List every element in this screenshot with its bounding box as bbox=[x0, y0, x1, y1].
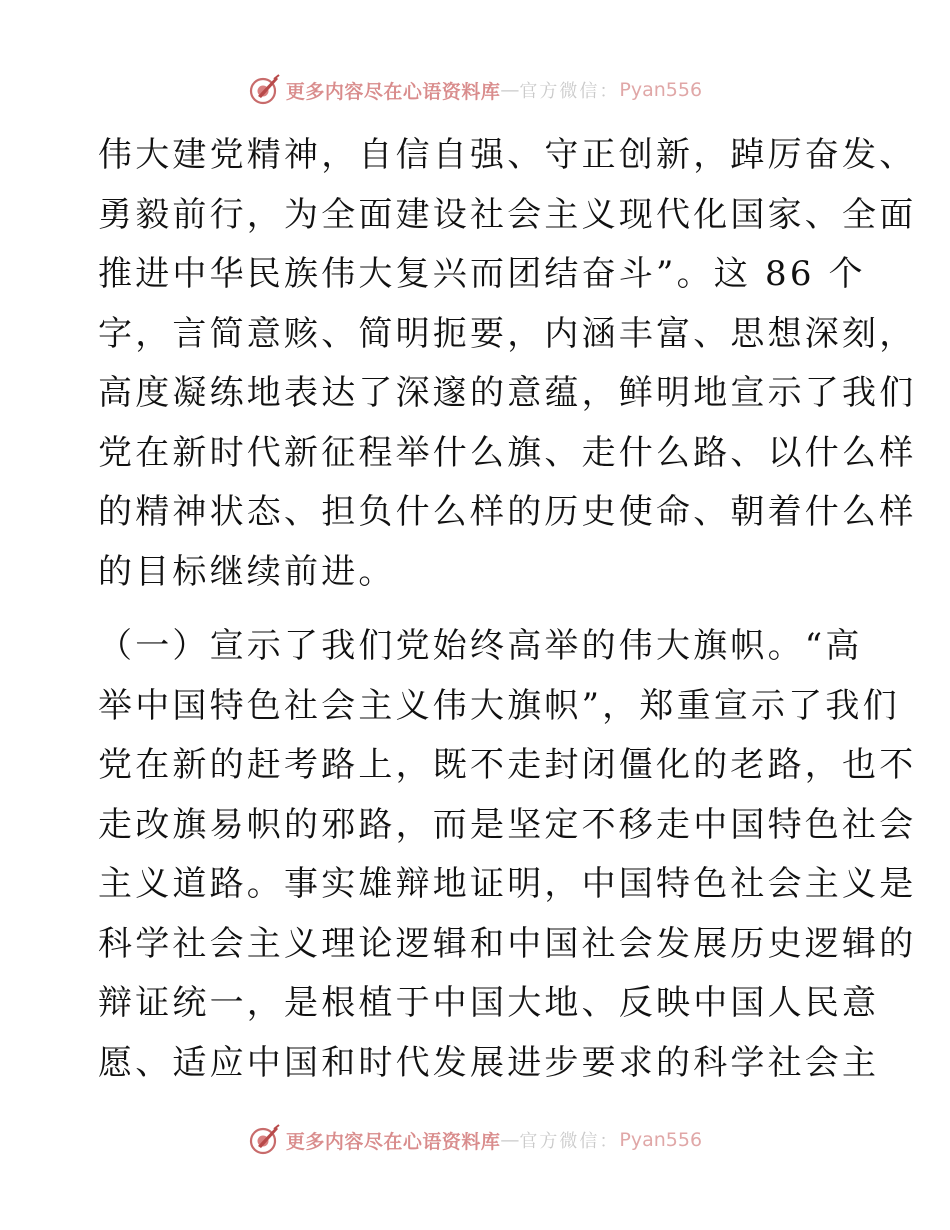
text-line: 党在新时代新征程举什么旗、走什么路、以什么样 bbox=[98, 432, 917, 473]
text-line: 的精神状态、担负什么样的历史使命、朝着什么样 bbox=[98, 492, 917, 532]
text-line: 伟大建党精神，自信自强、守正创新，踔厉奋发、 bbox=[98, 135, 917, 175]
watermark-dash: — bbox=[500, 1129, 520, 1151]
paragraph-2 bbox=[98, 617, 917, 1093]
text-line: 走改旗易帜的邪路，而是坚定不移走中国特色社会 bbox=[98, 804, 917, 845]
text-line: 勇毅前行，为全面建设社会主义现代化国家、全面 bbox=[98, 194, 917, 235]
header-watermark bbox=[0, 70, 950, 110]
text-line: （一）宣示了我们党始终高举的伟大旗帜。“高 bbox=[98, 626, 863, 666]
quill-circle-logo-icon bbox=[248, 1124, 280, 1156]
text-line: 辩证统一，是根植于中国大地、反映中国人民意 bbox=[98, 983, 880, 1023]
text-line: 的目标继续前进。 bbox=[98, 551, 396, 592]
paragraph-gap bbox=[98, 602, 858, 617]
text-line: 字，言简意赅、简明扼要，内涵丰富、思想深刻， bbox=[98, 313, 917, 354]
watermark-wechat-id: Pyan556 bbox=[619, 79, 703, 101]
text-line: 高度凝练地表达了深邃的意蕴，鲜明地宣示了我们 bbox=[98, 373, 917, 413]
watermark-main-text: 更多内容尽在心语资料库 bbox=[285, 1130, 501, 1153]
watermark-label: 官方微信： bbox=[519, 81, 620, 102]
quill-circle-logo-icon bbox=[248, 74, 280, 106]
body-text bbox=[98, 126, 917, 1093]
text-line: 举中国特色社会主义伟大旗帜”，郑重宣示了我们 bbox=[98, 685, 900, 726]
watermark-main-text: 更多内容尽在心语资料库 bbox=[285, 80, 501, 103]
watermark-label: 官方微信： bbox=[519, 1131, 620, 1152]
paragraph-1 bbox=[98, 126, 917, 602]
text-line: 愿、适应中国和时代发展进步要求的科学社会主 bbox=[98, 1042, 880, 1083]
text-line: 党在新的赶考路上，既不走封闭僵化的老路，也不 bbox=[98, 745, 917, 785]
text-line: 科学社会主义理论逻辑和中国社会发展历史逻辑的 bbox=[98, 923, 917, 964]
watermark-wechat-id: Pyan556 bbox=[619, 1129, 703, 1151]
text-line: 推进中华民族伟大复兴而团结奋斗”。这 86 个 bbox=[98, 254, 866, 294]
footer-watermark bbox=[0, 1120, 950, 1160]
text-line: 主义道路。事实雄辩地证明，中国特色社会主义是 bbox=[98, 864, 917, 904]
watermark-dash: — bbox=[500, 79, 520, 101]
